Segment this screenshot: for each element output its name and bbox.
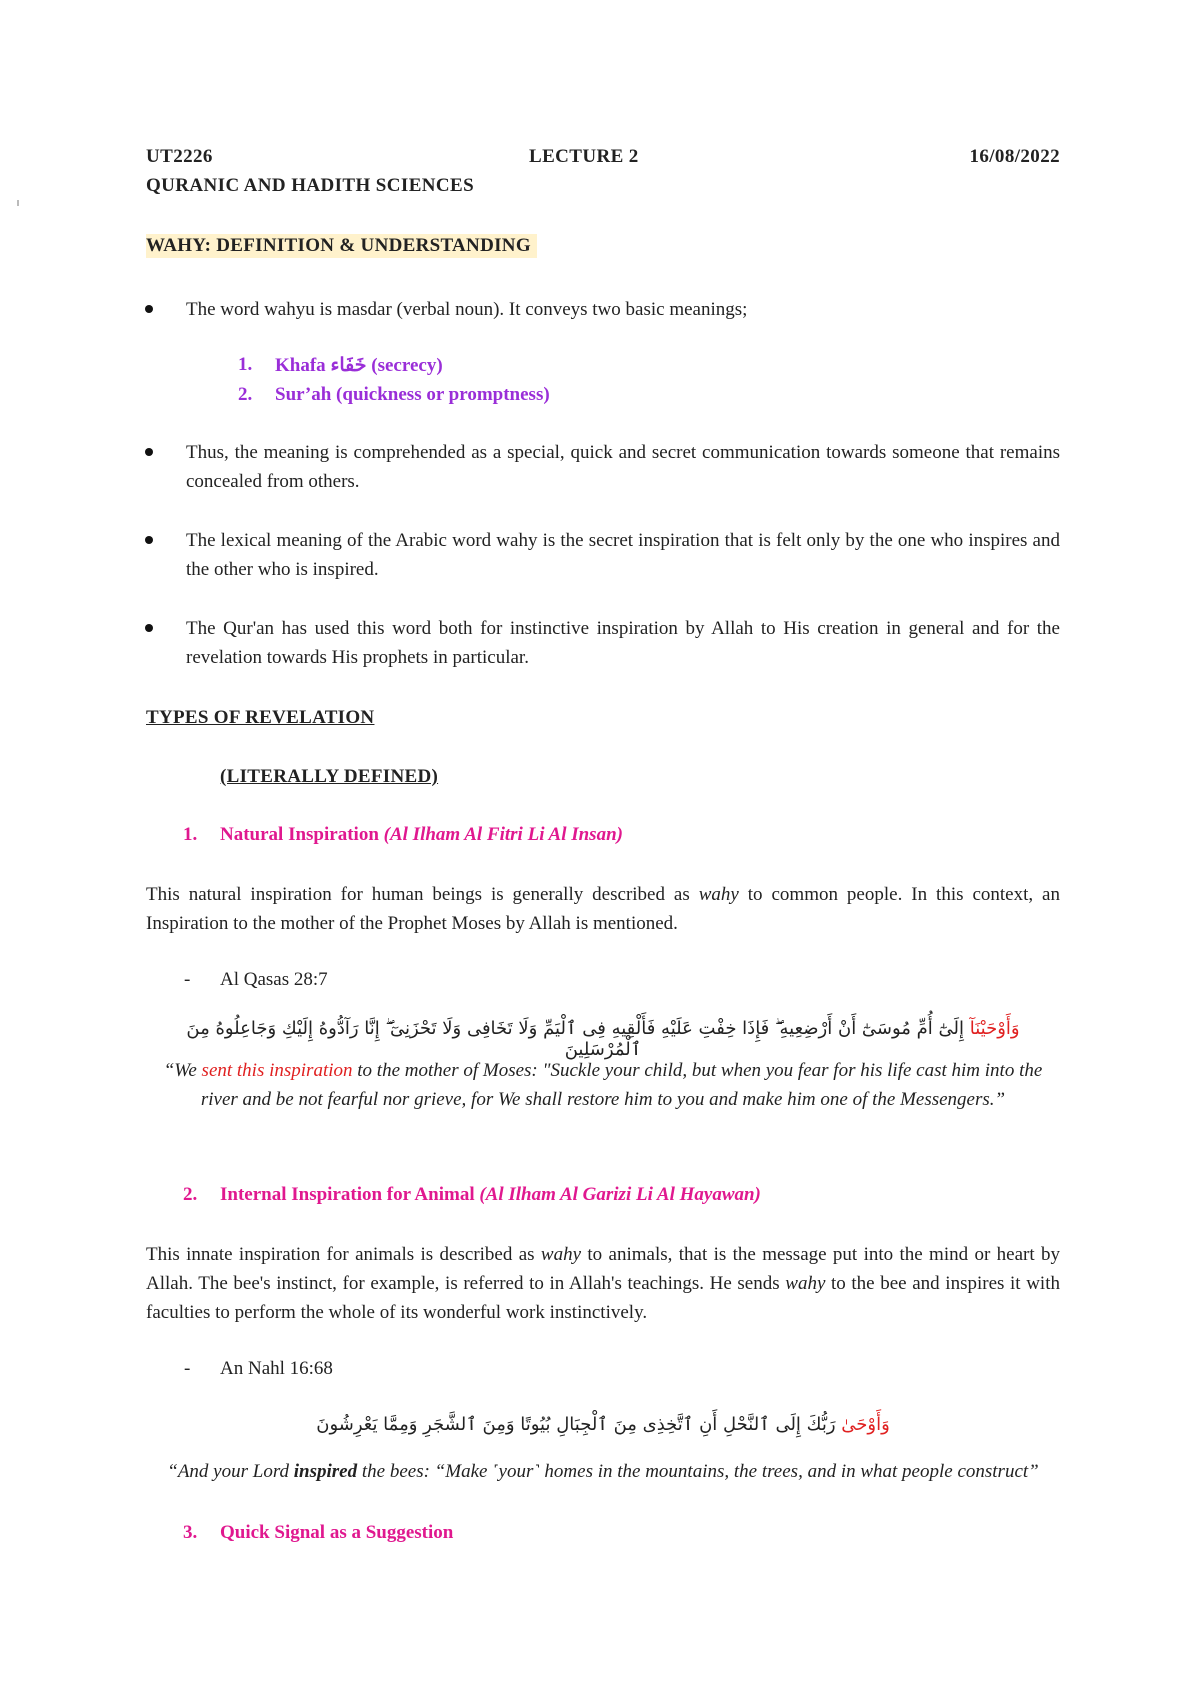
translation-highlight: inspired [293, 1461, 358, 1482]
section-title: WAHY: DEFINITION & UNDERSTANDING [146, 234, 537, 258]
type-description [146, 880, 1060, 938]
translation-part: “And your Lord [167, 1461, 294, 1482]
bullet-icon [145, 624, 153, 632]
translation-part: to the mother of Moses: "Suckle your child, but when you fear for his life cast him into the river and be not fearful nor grieve, for We shall restore him to you and make him one of the Messengers.” [200, 1060, 1043, 1110]
type-subtitle: (Al Ilham Al Fitri Li Al Insan) [383, 824, 623, 845]
verse-translation [146, 1056, 1060, 1114]
type-body-emphasis: wahy [785, 1273, 826, 1294]
verse-translation [146, 1457, 1060, 1486]
arabic-verse-text: رَبُّكَ إِلَى ٱلنَّحْلِ أَنِ ٱتَّخِذِى مِنَ ٱلْجِبَالِ بُيُوتًا وَمِنَ ٱلشَّجَرِ وَمِمَّا يَعْرِشُونَ [316, 1414, 842, 1435]
lecture-number: LECTURE 2 [529, 146, 639, 167]
bullet-text: Thus, the meaning is comprehended as a special, quick and secret communication towards someone that remains concealed from others. [186, 442, 1060, 492]
type-title-text: Internal Inspiration for Animal [220, 1184, 475, 1205]
arabic-verse-text: إِلَىٰٓ أُمِّ مُوسَىٰٓ أَنْ أَرْضِعِيهِ ۖ فَإِذَا خِفْتِ عَلَيْهِ فَأَلْقِيهِ فِى ٱلْيَمِّ وَلَا تَخَافِى وَلَا تَحْزَنِىٓ ۖ إِنَّا رَآدُّوهُ إِلَيْكِ وَجَاعِلُوهُ مِنَ ٱلْمُرْسَلِينَ [186, 1018, 970, 1060]
type-title [220, 824, 623, 846]
type-body-part: to animals, that is the message put into the mind or heart by Allah. The bee's instinct, for example, is referred to in Allah's teachings. He sends [146, 1244, 1060, 1294]
meaning-label: Khafa خَفَاء (secrecy) [275, 355, 443, 376]
type-body-emphasis: wahy [540, 1244, 582, 1265]
type-body-part: to the bee and inspires it with faculties to perform the whole of its wonderful work instinctively. [146, 1273, 1060, 1323]
bullet-icon [145, 536, 153, 544]
translation-part: the bees: “Make ˹your˺ homes in the mountains, the trees, and in what people construct” [357, 1461, 1039, 1482]
type-description [146, 1240, 1060, 1327]
bullet-icon [145, 305, 153, 313]
bullet-text: The word wahyu is masdar (verbal noun). It conveys two basic meanings; [186, 299, 748, 320]
type-body-part: This natural inspiration for human beings is generally described as [146, 884, 699, 905]
meaning-label: Sur’ah (quickness or promptness) [275, 384, 550, 405]
arabic-verse-highlight: وَأَوْحَيْنَآ [969, 1018, 1020, 1039]
bullet-item [186, 438, 1060, 496]
type-number: 2. [183, 1184, 198, 1205]
translation-part: “We [163, 1060, 202, 1081]
dash-marker: - [184, 1358, 191, 1379]
bullet-text: The lexical meaning of the Arabic word wahy is the secret inspiration that is felt only by the one who inspires and the other who is inspired. [186, 530, 1060, 580]
type-subtitle: (Al Ilham Al Garizi Li Al Hayawan) [479, 1184, 761, 1205]
meaning-number: 2. [238, 384, 253, 405]
lecture-header [146, 146, 1060, 172]
type-number: 1. [183, 824, 198, 845]
verse-reference: Al Qasas 28:7 [220, 969, 328, 990]
type-number: 3. [183, 1522, 198, 1543]
type-title [220, 1184, 761, 1206]
arabic-verse [146, 1414, 1060, 1435]
type-body-part: This innate inspiration for animals is described as [146, 1244, 541, 1265]
course-code: UT2226 [146, 146, 213, 167]
type-title-text: Quick Signal as a Suggestion [220, 1522, 454, 1543]
margin-mark [17, 200, 19, 206]
bullet-icon [145, 448, 153, 456]
course-title: QURANIC AND HADITH SCIENCES [146, 175, 475, 196]
bullet-item [186, 526, 1060, 584]
types-heading: TYPES OF REVELATION [146, 707, 375, 728]
dash-marker: - [184, 969, 191, 990]
arabic-verse [146, 1018, 1060, 1060]
type-body-part: to common people. In this context, an Inspiration to the mother of the Prophet Moses by Allah is mentioned. [146, 884, 1060, 934]
bullet-text: The Qur'an has used this word both for instinctive inspiration by Allah to His creation in general and for the revelation towards His prophets in particular. [186, 618, 1060, 668]
type-body-emphasis: wahy [698, 884, 739, 905]
bullet-item [186, 614, 1060, 672]
lecture-date: 16/08/2022 [969, 146, 1060, 167]
meaning-number: 1. [238, 354, 253, 375]
type-title-text: Natural Inspiration [220, 824, 379, 845]
literal-heading: (LITERALLY DEFINED) [220, 766, 439, 787]
arabic-verse-highlight: وَأَوْحَىٰ [841, 1414, 890, 1435]
translation-highlight: sent this inspiration [201, 1060, 353, 1081]
verse-reference: An Nahl 16:68 [220, 1358, 333, 1379]
bullet-item [186, 295, 1060, 324]
